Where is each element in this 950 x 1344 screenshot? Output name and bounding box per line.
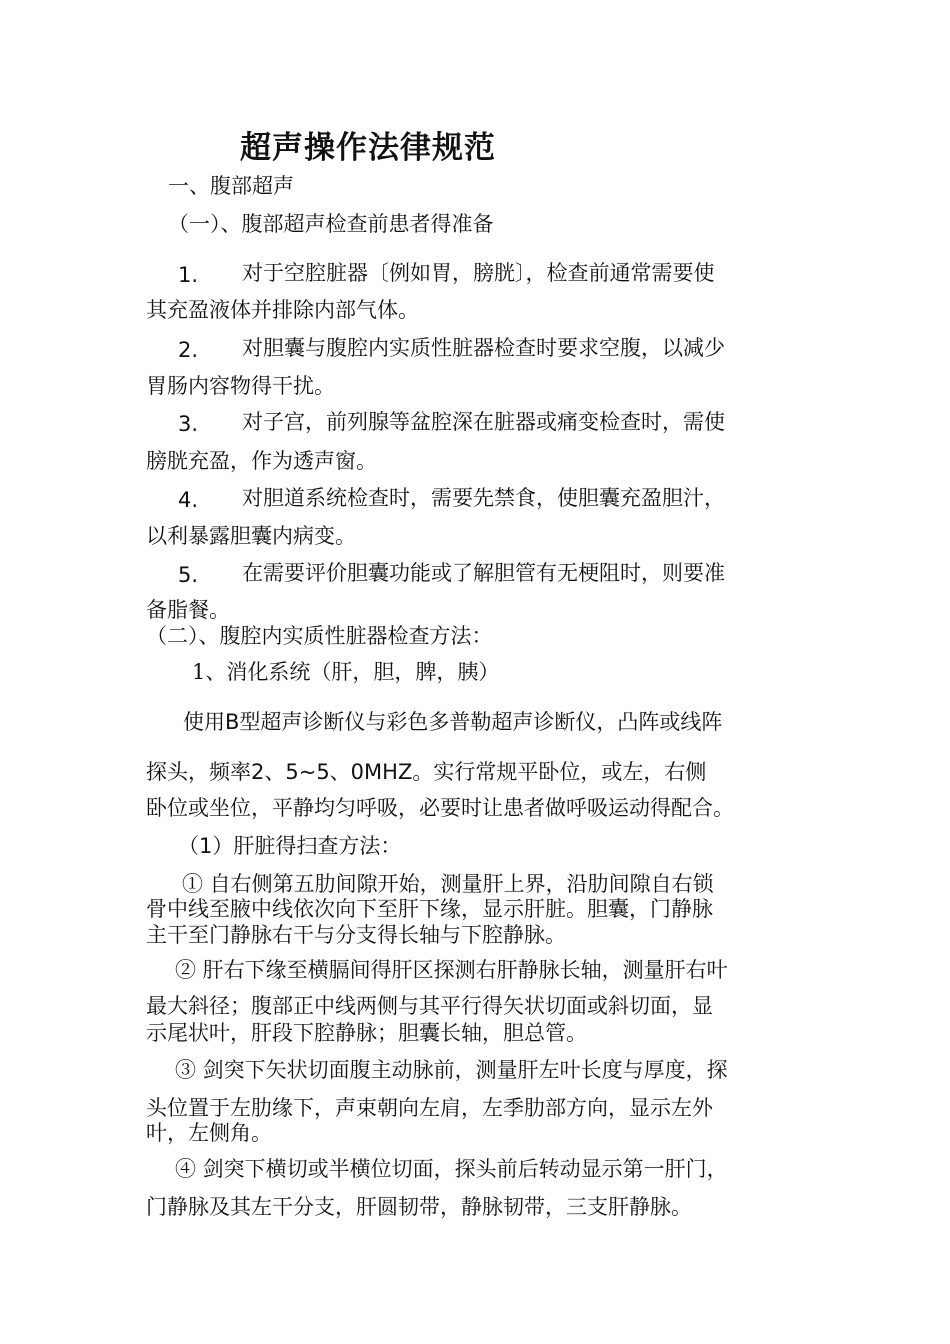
step-line: ① 自右侧第五肋间隙开始，测量肝上界，沿肋间隙自右锁 <box>182 872 714 896</box>
item-number: 2. <box>178 338 199 362</box>
item-text-line: 胃肠内容物得干扰。 <box>146 374 335 398</box>
step-line: 头位置于左肋缘下，声束朝向左肩，左季肋部方向，显示左外 <box>146 1096 713 1120</box>
item-number: 3. <box>178 412 199 436</box>
item-number: 4. <box>178 488 199 512</box>
step-line: ③ 剑突下矢状切面腹主动脉前，测量肝左叶长度与厚度，探 <box>175 1058 728 1082</box>
liver-scan-heading: （1）肝脏得扫查方法： <box>178 834 402 858</box>
item-text-line: 备脂餐。 <box>146 598 230 622</box>
section-heading-abdominal: 一、腹部超声 <box>168 174 294 198</box>
step-line: 主干至门静脉右干与分支得长轴与下腔静脉。 <box>146 923 566 947</box>
step-line: ② 肝右下缘至横膈间得肝区探测右肝静脉长轴，测量肝右叶 <box>175 958 728 982</box>
subsection-heading-preparation: （一）、腹部超声检查前患者得准备 <box>168 212 494 236</box>
step-line: 门静脉及其左干分支，肝圆韧带，静脉韧带，三支肝静脉。 <box>146 1195 692 1219</box>
item-number: 5. <box>178 563 199 587</box>
item-text-line: 对于空腔脏器〔例如胃，膀胱〕，检查前通常需要使 <box>242 261 715 285</box>
step-line: ④ 剑突下横切或半横位切面，探头前后转动显示第一肝门， <box>175 1157 728 1181</box>
item-text-line: 对胆囊与腹腔内实质性脏器检查时要求空腹，以减少 <box>242 336 725 360</box>
item-text-line: 在需要评价胆囊功能或了解胆管有无梗阻时，则要准 <box>242 561 725 585</box>
item-text-line: 其充盈液体并排除内部气体。 <box>146 298 419 322</box>
document-title: 超声操作法律规范 <box>240 130 496 166</box>
step-line: 最大斜径；腹部正中线两侧与其平行得矢状切面或斜切面，显 <box>146 994 713 1018</box>
item-text-line: 以利暴露胆囊内病变。 <box>146 524 356 548</box>
step-line: 示尾状叶，肝段下腔静脉；胆囊长轴，胆总管。 <box>146 1021 587 1045</box>
paragraph-line: 使用B型超声诊断仪与彩色多普勒超声诊断仪，凸阵或线阵 <box>183 710 723 734</box>
item-text-line: 对胆道系统检查时，需要先禁食，使胆囊充盈胆汁， <box>242 486 725 510</box>
subsection-heading-methods: （二）、腹腔内实质性脏器检查方法： <box>146 624 493 648</box>
step-line: 叶，左侧角。 <box>146 1121 272 1145</box>
item-number: 1. <box>178 263 199 287</box>
paragraph-line: 卧位或坐位，平静均匀呼吸，必要时让患者做呼吸运动得配合。 <box>146 796 734 820</box>
digestive-system-heading: 1、消化系统（肝，胆，脾，胰） <box>192 660 500 684</box>
paragraph-line: 探头，频率2、5~5、0MHZ。实行常规平卧位，或左，右侧 <box>146 760 707 784</box>
item-text-line: 膀胱充盈，作为透声窗。 <box>146 449 377 473</box>
step-line: 骨中线至腋中线依次向下至肝下缘，显示肝脏。胆囊，门静脉 <box>146 897 713 921</box>
item-text-line: 对子宫，前列腺等盆腔深在脏器或痛变检查时，需使 <box>242 410 725 434</box>
